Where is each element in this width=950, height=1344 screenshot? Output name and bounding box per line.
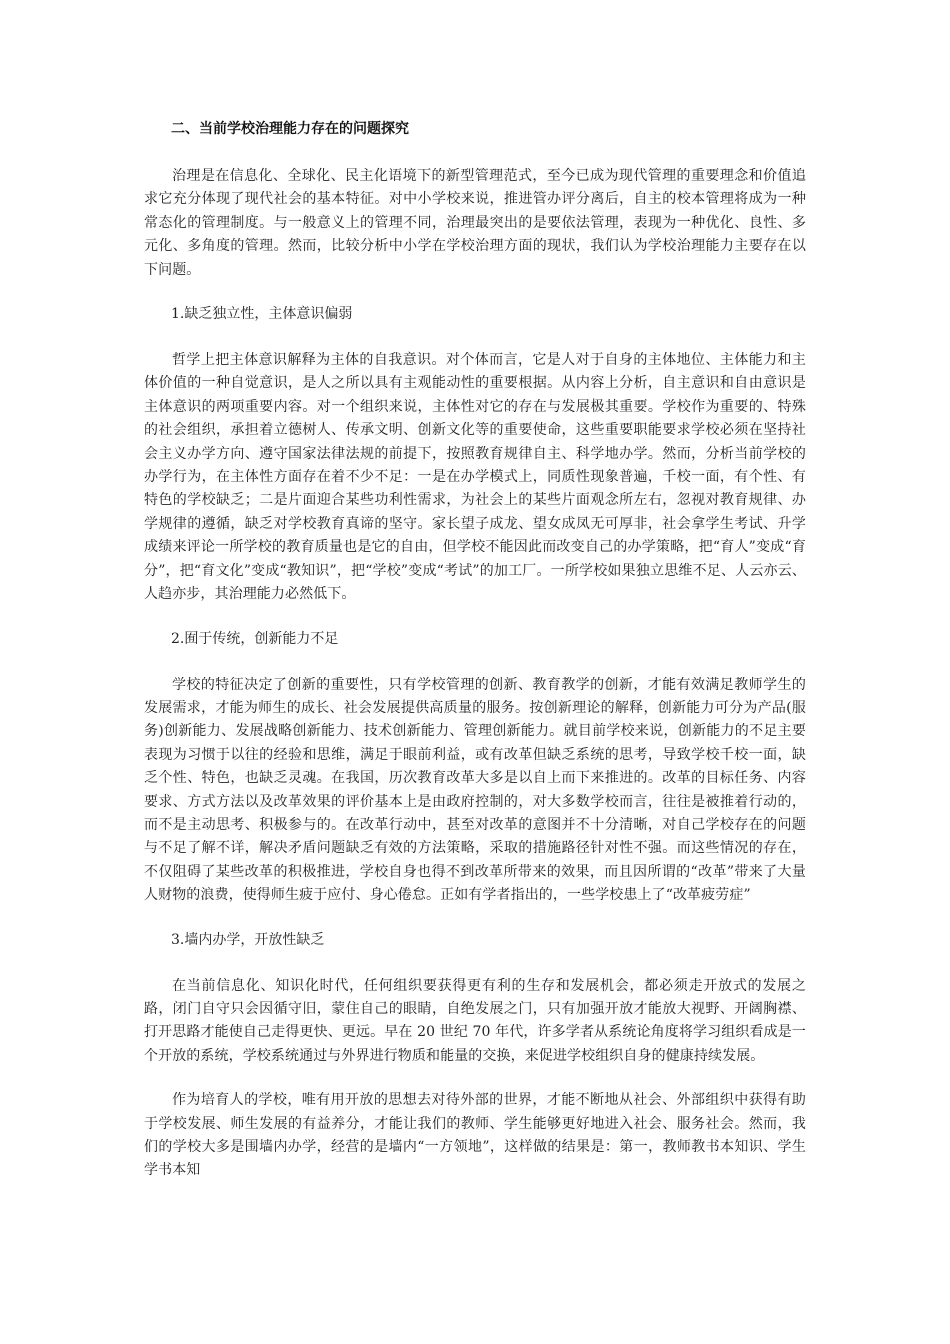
subsection-1-paragraph: 哲学上把主体意识解释为主体的自我意识。对个体而言，它是人对于自身的主体地位、主体能力和主体价值的一种自觉意识，是人之所以具有主观能动性的重要根据。从内容上分析，自主意识和自由意识是主体意识的两项重要内容。对一个组织来说，主体性对它的存在与发展极其重要。学校作为重要的、特殊的社会组织，承担着立德树人、传承文明、创新文化等的重要使命，这些重要职能要求学校必须在坚持社会主义办学方向、遵守国家法律法规的前提下，按照教育规律自主、科学地办学。然而，分析当前学校的办学行为，在主体性方面存在着不少不足：一是在办学模式上，同质性现象普遍，千校一面，有个性、有特色的学校缺乏；二是片面迎合某些功利性需求，为社会上的某些片面观念所左右，忽视对教育规律、办学规律的遵循，缺乏对学校教育真谛的坚守。家长望子成龙、望女成凤无可厚非，社会拿学生考试、升学成绩来评论一所学校的教育质量也是它的自由，但学校不能因此而改变自己的办学策略，把“育人”变成“育分”，把“育文化”变成“教知识”，把“学校”变成“考试”的加工厂。一所学校如果独立思维不足、人云亦云、人趋亦步，其治理能力必然低下。 bbox=[144, 352, 806, 603]
subsection-3-paragraph-2: 作为培育人的学校，唯有用开放的思想去对待外部的世界，才能不断地从社会、外部组织中获得有助于学校发展、师生发展的有益养分，才能让我们的教师、学生能够更好地进入社会、服务社会。然而，我们的学校大多是围墙内办学，经营的是墙内“一方领地”，这样做的结果是：第一，教师教书本知识、学生学书本知 bbox=[144, 1092, 806, 1179]
subsection-3-paragraph-1: 在当前信息化、知识化时代，任何组织要获得更有利的生存和发展机会，都必须走开放式的发展之路，闭门自守只会因循守旧，蒙住自己的眼睛，自绝发展之门，只有加强开放才能放大视野、开阔胸襟、打开思路才能使自己走得更快、更远。早在 20 世纪 70 年代，许多学者从系统论角度将学习组织看成是一个开放的系统，学校系统通过与外界进行物质和能量的交换，来促进学校组织自身的健康持续发展。 bbox=[144, 977, 806, 1064]
subheading-1: 1.缺乏独立性，主体意识偏弱 bbox=[171, 306, 353, 323]
subheading-2: 2.囿于传统，创新能力不足 bbox=[171, 630, 339, 647]
intro-paragraph: 治理是在信息化、全球化、民主化语境下的新型管理范式，至今已成为现代管理的重要理念和价值追求它充分体现了现代社会的基本特征。对中小学校来说，推进管办评分离后，自主的校本管理将成为一种常态化的管理制度。与一般意义上的管理不同，治理最突出的是要依法管理，表现为一种优化、良性、多元化、多角度的管理。然而，比较分析中小学在学校治理方面的现状，我们认为学校治理能力主要存在以下问题。 bbox=[144, 168, 806, 278]
document-page bbox=[144, 118, 806, 1204]
section-title: 二、当前学校治理能力存在的问题探究 bbox=[171, 121, 409, 137]
subheading-3: 3.墙内办学，开放性缺乏 bbox=[171, 931, 325, 948]
subsection-2-paragraph: 学校的特征决定了创新的重要性，只有学校管理的创新、教育教学的创新，才能有效满足教师学生的发展需求，才能为师生的成长、社会发展提供高质量的服务。按创新理论的解释，创新能力可分为产品(服务)创新能力、发展战略创新能力、技术创新能力、管理创新能力。就目前学校来说，创新能力的不足主要表现为习惯于以往的经验和思维，满足于眼前利益，或有改革但缺乏系统的思考，导致学校千校一面，缺乏个性、特色，也缺乏灵魂。在我国，历次教育改革大多是以自上而下来推进的。改革的目标任务、内容要求、方式方法以及改革效果的评价基本上是由政府控制的，对大多数学校而言，往往是被推着行动的，而不是主动思考、积极参与的。在改革行动中，甚至对改革的意图并不十分清晰，对自己学校存在的问题与不足了解不详，解决矛盾问题缺乏有效的方法策略，采取的措施路径针对性不强。而这些情况的存在，不仅阻碍了某些改革的积极推进，学校自身也得不到改革所带来的效果，而且因所谓的“改革”带来了大量人财物的浪费，使得师生疲于应付、身心倦怠。正如有学者指出的，一些学校患上了“改革疲劳症” bbox=[144, 676, 806, 904]
